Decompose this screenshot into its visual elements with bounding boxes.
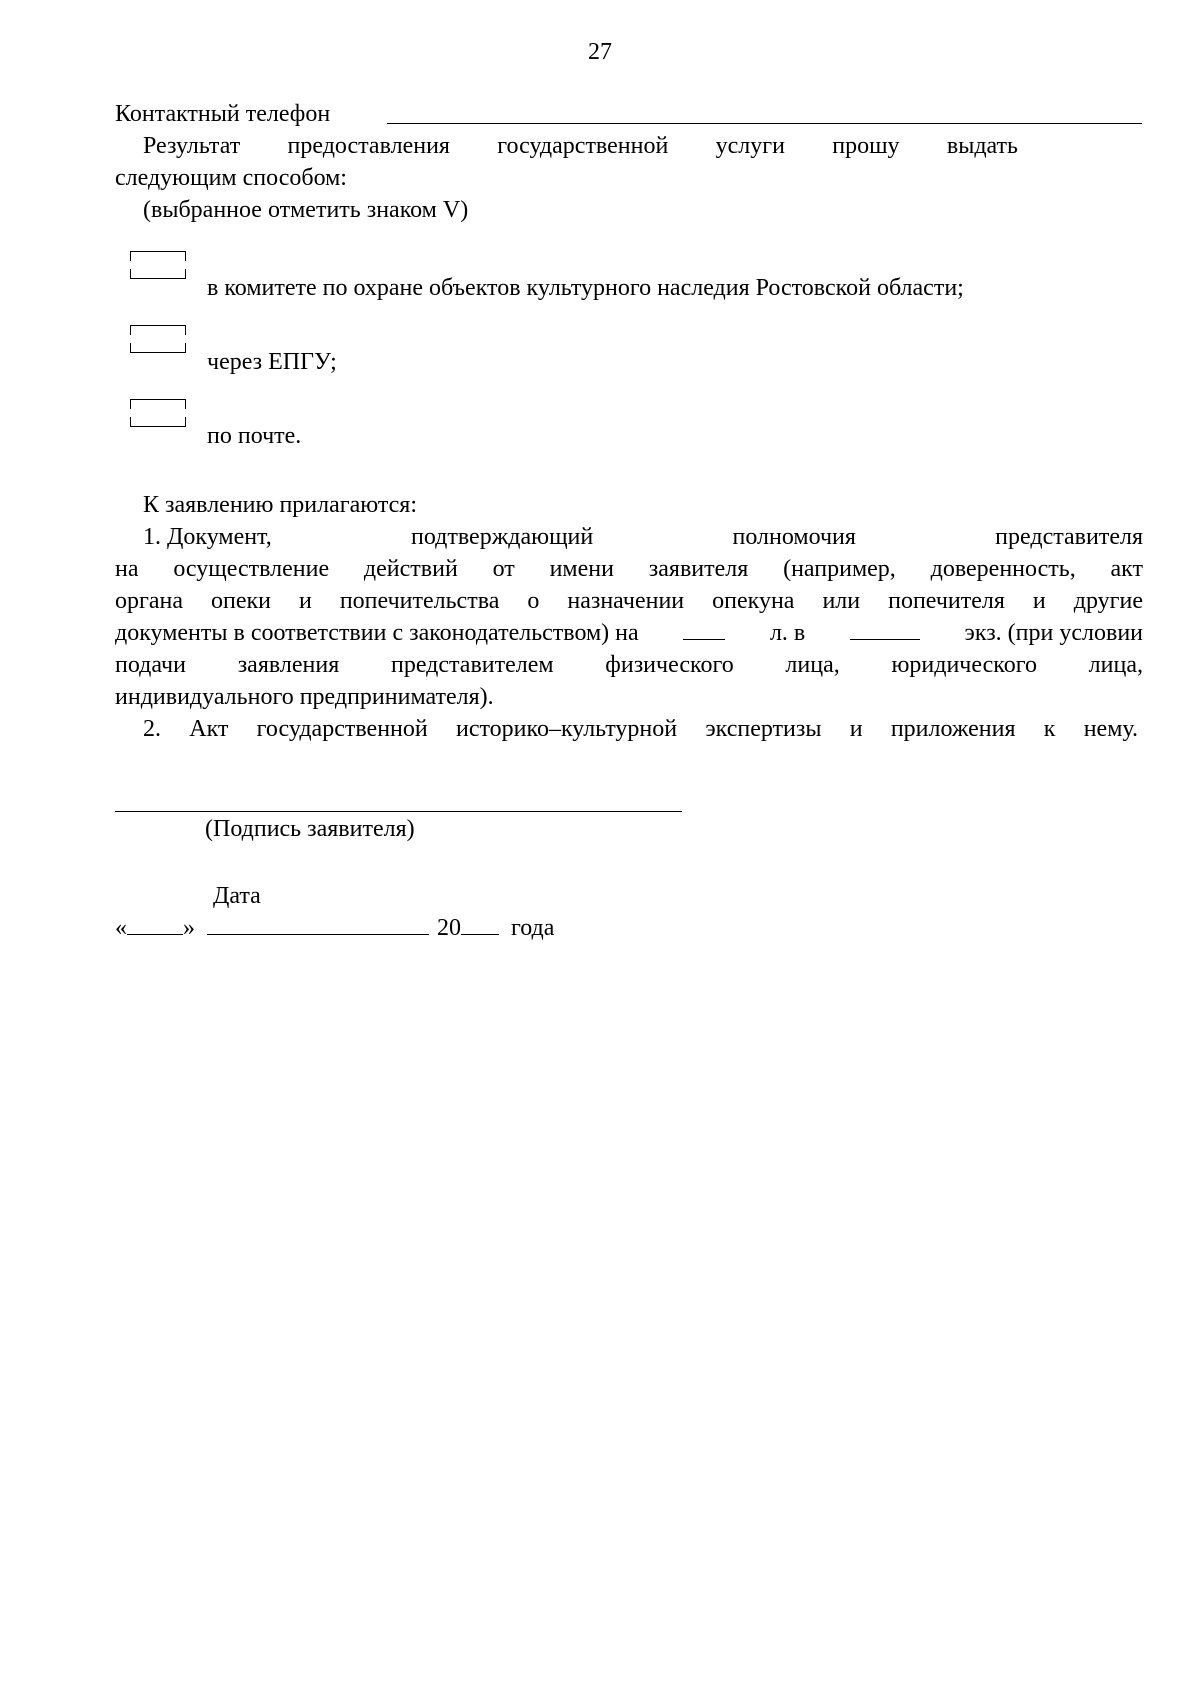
option-committee-label: в комитете по охране объектов культурного наследия Ростовской области; (207, 275, 964, 301)
date-year-prefix: 20 (437, 915, 461, 941)
attachments-heading: К заявлению прилагаются: (143, 492, 418, 518)
date-close-quote: » (183, 915, 195, 941)
attachment-item1-line3: органа опеки и попечительства о назначении опекуна или попечителя и другие (115, 588, 1143, 614)
attachment-item1-line2: на осуществление действий от имени заявителя (например, доверенность, акт (115, 556, 1143, 582)
option-mail-checkbox[interactable] (130, 399, 186, 427)
date-day-field[interactable] (127, 912, 183, 935)
result-intro-line1: Результат предоставления государственной услуги прошу выдать (143, 133, 1018, 159)
contact-phone-field[interactable] (387, 123, 1142, 124)
option-committee-checkbox[interactable] (130, 251, 186, 279)
signature-field[interactable] (115, 811, 682, 812)
copy-count-field[interactable] (850, 617, 920, 640)
option-epgu-checkbox[interactable] (130, 325, 186, 353)
signature-label: (Подпись заявителя) (205, 816, 415, 842)
date-open-quote: « (115, 915, 127, 941)
attachment-item1-line4-c: экз. (при условии (964, 620, 1143, 646)
attachment-item1-line4-b: л. в (769, 620, 806, 646)
page-number: 27 (588, 39, 612, 65)
sheet-count-field[interactable] (683, 617, 725, 640)
attachment-item1-word: полномочия (732, 524, 856, 550)
date-year-suffix: года (511, 915, 555, 941)
option-mail-label: по почте. (207, 423, 302, 449)
date-line (115, 912, 554, 944)
option-epgu-label: через ЕПГУ; (207, 349, 337, 375)
result-hint: (выбранное отметить знаком V) (143, 197, 469, 223)
contact-phone-label: Контактный телефон (115, 101, 331, 127)
attachment-item1-line4 (115, 617, 1143, 649)
attachment-item1-line6: индивидуального предпринимателя). (115, 684, 494, 710)
attachment-item2: 2. Акт государственной историко–культурной экспертизы и приложения к нему. (143, 716, 1138, 742)
date-label: Дата (213, 883, 261, 909)
attachment-item1-line1 (143, 521, 1143, 553)
result-intro-line2: следующим способом: (115, 165, 347, 191)
date-year-field[interactable] (461, 912, 499, 935)
attachment-item1-line5: подачи заявления представителем физического лица, юридического лица, (115, 652, 1143, 678)
attachment-item1-word: представителя (995, 524, 1143, 550)
attachment-item1-line4-a: документы в соответствии с законодательством) на (115, 620, 639, 646)
attachment-item1-word: 1. Документ, (143, 524, 272, 550)
date-month-field[interactable] (207, 912, 429, 935)
attachment-item1-word: подтверждающий (411, 524, 594, 550)
